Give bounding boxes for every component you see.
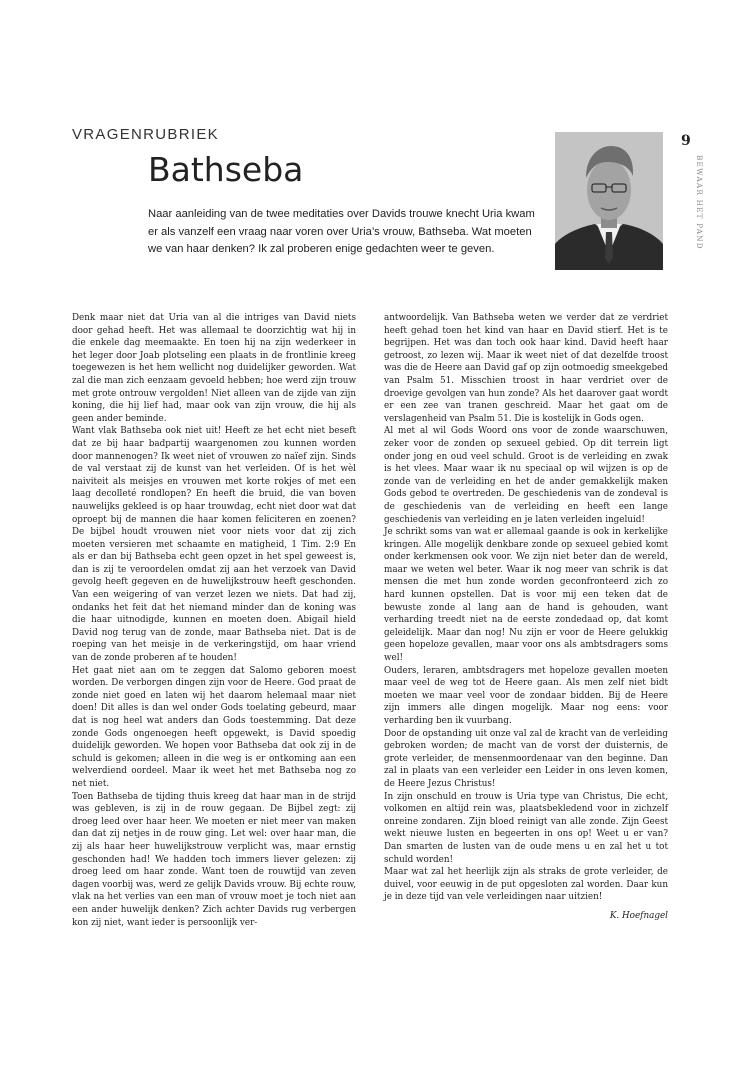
section-label: VRAGENRUBRIEK <box>72 126 219 143</box>
paragraph: Door de opstanding uit onze val zal de kracht van de verleiding gebroken worden; de macht van de vorst der duisternis, de grote verleider, de mensenmoordenaar van den beginne. Dan zal in plaats van een verleider een Leider in ons leven komen, de Heere Jezus Christus! <box>384 728 668 789</box>
author-portrait-icon <box>555 132 663 270</box>
author-photo <box>555 132 663 270</box>
right-column <box>384 312 668 923</box>
article-title: Bathseba <box>148 150 304 189</box>
paragraph: Al met al wil Gods Woord ons voor de zonde waarschuwen, zeker voor de zonden op sexueel gebied. Op dit terrein ligt onder jong en oud veel schuld. Groot is de verleiding en zwak is het vlees. Maar waar ik nu speciaal op wil wijzen is op de zonde van de verleiding en het de ander gemakkelijk maken Gods gebod te overtreden. De geschiedenis van de zondeval is de geschiedenis van de verleiding en heeft een lange geschiedenis van verleiding en je laten verleiden ingeluid! <box>384 426 668 525</box>
paragraph: Denk maar niet dat Uria van al die intriges van David niets door gehad heeft. Het was allemaal te doorzichtig wat hij in die enkele dag meemaakte. En toen hij na zijn wederkeer in het leger door Joab plotseling een plaats in de frontlinie kreeg toegewezen is het hem wellicht nog duidelijker geworden. Wat zal die man zich eenzaam gevoeld hebben; hoe werd zijn trouw met grote ontrouw vergolden! Niet alleen van de zijde van zijn koning, die hij lief had, maar ook van zijn vrouw, die hij als geen ander beminde. <box>72 313 356 424</box>
paragraph: Want vlak Bathseba ook niet uit! Heeft ze het echt niet beseft dat ze bij haar badpartij waargenomen zou kunnen worden door mannenogen? Ik weet niet of vrouwen zo naïef zijn. Sinds de val verstaat zij de kunst van het verleiden. Of is het wèl naiviteit als meisjes en vrouwen met korte rokjes of met een laag decolleté rondlopen? En heeft die bruid, die van boven nauwelijks gekleed is op haar trouwdag, echt niet door wat dat oproept bij de mannen die haar komen feliciteren en zoenen? De bijbel houdt vrouwen niet voor niets voor dat zij zich moeten versieren met schaamte en matigheid, 1 Tim. 2:9 En als er dan bij Bathseba echt geen opzet in het spel geweest is, dan is zij te veroordelen omdat zij aan het verzoek van David gevolg heeft gegeven en de huwelijkstrouw heeft geschonden. Van een weigering of van verzet lezen we niets. Dat had zij, ondanks het feit dat het niemand minder dan de koning was die haar uitnodigde, kunnen en moeten doen. Abigail hield David nog terug van de zonde, maar Bathseba niet. Dat is de roeping van het meisje in de verkeringstijd, om haar vriend van de zonde proberen af te houden! <box>72 426 356 664</box>
paragraph: Het gaat niet aan om te zeggen dat Salomo geboren moest worden. De verborgen dingen zijn voor de Heere. God praat de zonde niet goed en laten wij het daarom helemaal maar niet doen! Dit alles is dan wel onder Gods toelating gebeurd, maar dat is nog heel wat anders dan Gods toestemming. Dat deze zonde Gods ongenoegen heeft opgewekt, is David spoedig duidelijk geworden. We hopen voor Bathseba dat ook zij in de schuld is gekomen; alleen in die weg is er ontkoming aan een welverdiend oordeel. Maar ik weet het met Bathseba nog zo net niet. <box>72 665 356 789</box>
page-number: 9 <box>681 133 691 149</box>
paragraph: Je schrikt soms van wat er allemaal gaande is ook in kerkelijke kringen. Alle mogelijk denkbare zonde op sexueel gebied komt onder kerkmensen ook voor. We zijn niet beter dan de wereld, maar we weten wel beter. Waar ik nog meer van schrik is dat mensen die met hun zonde worden geconfronteerd zich zo hard kunnen opstellen. Dat is voor mij een teken dat de bewuste zonde al lang aan de hand is gehouden, want verharding treedt niet na de eerste zondedaad op, dat komt geleidelijk. Maar dan nog! Nu zijn er voor de Heere gelukkig geen hopeloze gevallen, maar voor ons als ambtsdragers soms wel! <box>384 527 668 664</box>
paragraph: Ouders, leraren, ambtsdragers met hopeloze gevallen moeten maar veel de weg tot de Heere gaan. Als men zelf niet bidt moeten we maar veel voor de zondaar bidden. Bij de Heere zijn immers alle dingen mogelijk. Maar nog eens: voor verharding ben ik vuurbang. <box>384 665 668 726</box>
paragraph: In zijn onschuld en trouw is Uria type van Christus, Die echt, volkomen en altijd rein was, plaatsbekledend voor in zichzelf onreine zondaren. Zijn bloed reinigt van alle zonde. Zijn Geest wekt nieuwe lusten en begeerten in ons op! Weet u er van? Dan smarten de lusten van de oude mens u en zal het u tot schuld worden! <box>384 791 668 865</box>
paragraph: antwoordelijk. Van Bathseba weten we verder dat ze verdriet heeft gehad toen het kind van haar en David stierf. Het is te begrijpen. Het was dan toch ook haar kind. David heeft haar getroost, zo lezen wij. Maar ik weet niet of dat dezelfde troost was die de Heere aan David gaf op zijn ootmoedig smeekgebed van Psalm 51. Misschien troost in haar verdriet over de droevige gevolgen van hun zonde? Als het daarover gaat wordt er een zee van tranen geschreid. Maar het gaat om de verslagenheid van Psalm 51. Die is kostelijk in Gods ogen. <box>384 313 668 424</box>
paragraph: Toen Bathseba de tijding thuis kreeg dat haar man in de strijd was gebleven, is zij in de rouw gegaan. De Bijbel zegt: zij droeg leed over haar heer. We moeten er niet meer van maken dan dat zij netjes in de rouw ging. Let wel: over haar man, die zij als haar heer huwelijkstrouw verplicht was, maar ernstig geschonden had! We hadden toch immers liever gelezen: zij droeg leed om haar zonde. Want toen de rouwtijd van zeven dagen voorbij was, werd ze gelijk Davids vrouw. Bij echte rouw, vlak na het verlies van een man of vrouw moet je toch niet aan een ander huwelijk denken? Zich achter Davids rug verbergen kon zij niet, want ieder is persoonlijk ver- <box>72 791 356 928</box>
paragraph: Maar wat zal het heerlijk zijn als straks de grote verleider, de duivel, voor eeuwig in de put opgesloten zal worden. Daar kun je in deze tijd van vele verleidingen naar uitzien! <box>384 867 668 903</box>
magazine-name: BEWAAR HET PAND <box>695 155 704 250</box>
intro-text: Naar aanleiding van de twee meditaties over Davids trouwe knecht Uria kwam er als vanzelf een vraag naar voren over Uria’s vrouw, Bathseba. Wat moeten we van haar denken? Ik zal proberen enige gedachten weer te geven. <box>148 208 535 255</box>
author-signature: K. Hoefnagel <box>609 910 668 921</box>
left-column <box>72 312 356 929</box>
